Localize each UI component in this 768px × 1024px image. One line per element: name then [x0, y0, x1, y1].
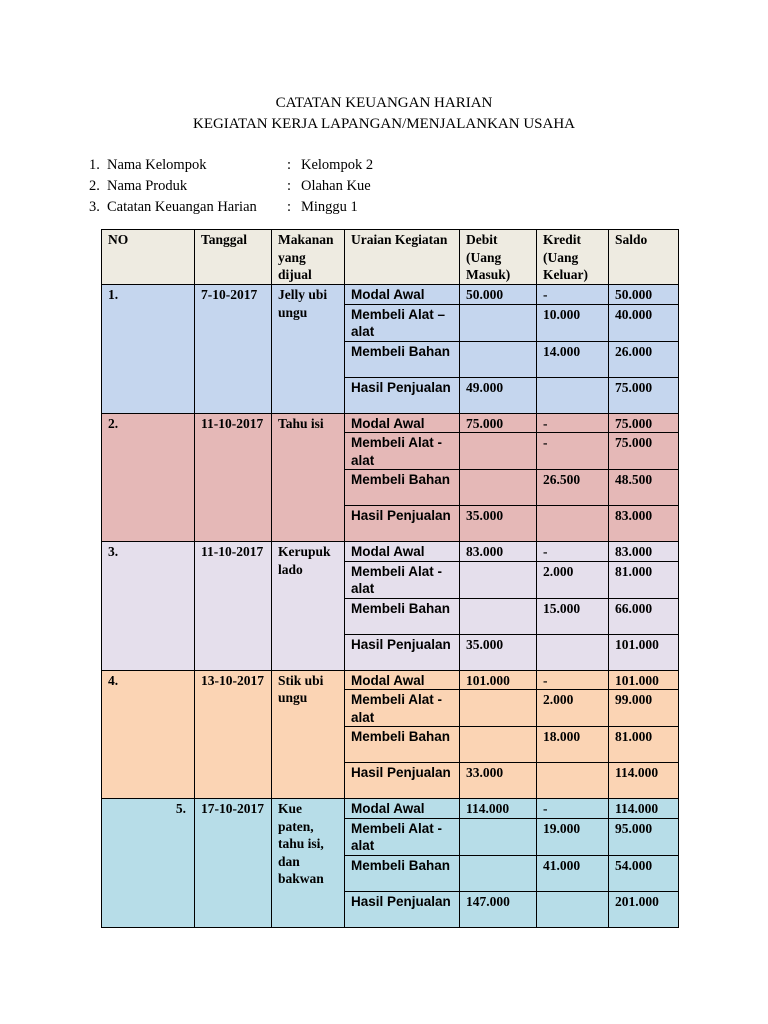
info-number: 3. — [89, 199, 100, 215]
cell-no: 5. — [102, 799, 195, 928]
cell-kredit — [537, 377, 609, 413]
cell-saldo: 114.000 — [609, 799, 679, 819]
cell-saldo: 48.500 — [609, 470, 679, 506]
cell-debit — [460, 470, 537, 506]
info-label: Catatan Keuangan Harian — [107, 199, 257, 215]
info-colon: : — [287, 178, 292, 194]
info-item-record — [89, 197, 373, 218]
cell-debit: 101.000 — [460, 670, 537, 690]
cell-kredit: 2.000 — [537, 561, 609, 598]
cell-kredit: - — [537, 542, 609, 562]
cell-date: 11-10-2017 — [195, 542, 272, 671]
cell-debit — [460, 341, 537, 377]
table-row — [102, 542, 679, 562]
info-colon: : — [287, 199, 292, 215]
cell-debit: 75.000 — [460, 413, 537, 433]
info-number: 1. — [89, 157, 100, 173]
info-value: Kelompok 2 — [301, 157, 374, 173]
cell-desc: Hasil Penjualan — [345, 763, 460, 799]
cell-debit — [460, 690, 537, 727]
info-colon: : — [287, 157, 292, 173]
document-subtitle: KEGIATAN KERJA LAPANGAN/MENJALANKAN USAHA — [192, 116, 575, 132]
cell-saldo: 50.000 — [609, 285, 679, 305]
cell-kredit: - — [537, 670, 609, 690]
cell-debit — [460, 561, 537, 598]
cell-desc: Hasil Penjualan — [345, 634, 460, 670]
header-debit: Debit (Uang Masuk) — [460, 230, 537, 285]
cell-saldo: 54.000 — [609, 855, 679, 891]
cell-food: Kue paten, tahu isi, dan bakwan — [272, 799, 345, 928]
info-value: Olahan Kue — [301, 178, 371, 194]
info-label: Nama Kelompok — [107, 157, 207, 173]
header-credit: Kredit (Uang Keluar) — [537, 230, 609, 285]
cell-debit: 50.000 — [460, 285, 537, 305]
cell-saldo: 75.000 — [609, 433, 679, 470]
cell-desc: Membeli Alat - alat — [345, 433, 460, 470]
header-no: NO — [102, 230, 195, 285]
cell-date: 13-10-2017 — [195, 670, 272, 799]
cell-desc: Hasil Penjualan — [345, 377, 460, 413]
cell-date: 17-10-2017 — [195, 799, 272, 928]
cell-food: Kerupuk lado — [272, 542, 345, 671]
cell-desc: Membeli Bahan — [345, 598, 460, 634]
table-row — [102, 285, 679, 305]
cell-debit: 114.000 — [460, 799, 537, 819]
cell-debit — [460, 304, 537, 341]
cell-no: 4. — [102, 670, 195, 799]
cell-kredit — [537, 634, 609, 670]
cell-kredit: 2.000 — [537, 690, 609, 727]
cell-saldo: 83.000 — [609, 506, 679, 542]
cell-saldo: 40.000 — [609, 304, 679, 341]
info-label: Nama Produk — [107, 178, 188, 194]
cell-no: 1. — [102, 285, 195, 414]
cell-food: Stik ubi ungu — [272, 670, 345, 799]
cell-saldo: 101.000 — [609, 634, 679, 670]
cell-kredit: 41.000 — [537, 855, 609, 891]
cell-date: 7-10-2017 — [195, 285, 272, 414]
cell-debit: 49.000 — [460, 377, 537, 413]
cell-debit: 83.000 — [460, 542, 537, 562]
cell-debit: 35.000 — [460, 634, 537, 670]
header-description: Uraian Kegiatan — [345, 230, 460, 285]
cell-kredit: 15.000 — [537, 598, 609, 634]
cell-desc: Modal Awal — [345, 285, 460, 305]
cell-kredit — [537, 891, 609, 927]
cell-kredit: - — [537, 413, 609, 433]
header-balance: Saldo — [609, 230, 679, 285]
cell-kredit — [537, 763, 609, 799]
cell-saldo: 26.000 — [609, 341, 679, 377]
cell-no: 3. — [102, 542, 195, 671]
cell-kredit: 19.000 — [537, 818, 609, 855]
cell-debit: 147.000 — [460, 891, 537, 927]
cell-desc: Membeli Alat - alat — [345, 818, 460, 855]
header-food: Makanan yang dijual — [272, 230, 345, 285]
cell-debit — [460, 433, 537, 470]
info-list — [89, 155, 373, 218]
cell-saldo: 83.000 — [609, 542, 679, 562]
cell-saldo: 81.000 — [609, 727, 679, 763]
cell-saldo: 75.000 — [609, 413, 679, 433]
cell-kredit: - — [537, 285, 609, 305]
cell-saldo: 201.000 — [609, 891, 679, 927]
table-row — [102, 413, 679, 433]
table-row — [102, 670, 679, 690]
cell-desc: Modal Awal — [345, 799, 460, 819]
cell-debit: 33.000 — [460, 763, 537, 799]
cell-kredit: 10.000 — [537, 304, 609, 341]
cell-desc: Modal Awal — [345, 542, 460, 562]
table-body — [102, 285, 679, 928]
cell-debit: 35.000 — [460, 506, 537, 542]
cell-saldo: 95.000 — [609, 818, 679, 855]
cell-desc: Membeli Bahan — [345, 727, 460, 763]
cell-debit — [460, 598, 537, 634]
cell-kredit — [537, 506, 609, 542]
cell-desc: Membeli Bahan — [345, 855, 460, 891]
cell-desc: Modal Awal — [345, 413, 460, 433]
cell-desc: Membeli Alat - alat — [345, 690, 460, 727]
table-row — [102, 799, 679, 819]
cell-kredit: 18.000 — [537, 727, 609, 763]
cell-desc: Hasil Penjualan — [345, 506, 460, 542]
cell-debit — [460, 855, 537, 891]
cell-kredit: - — [537, 433, 609, 470]
cell-saldo: 99.000 — [609, 690, 679, 727]
cell-food: Tahu isi — [272, 413, 345, 542]
cell-desc: Membeli Alat – alat — [345, 304, 460, 341]
document-title: CATATAN KEUANGAN HARIAN — [275, 95, 493, 111]
cell-kredit: 26.500 — [537, 470, 609, 506]
cell-desc: Membeli Bahan — [345, 341, 460, 377]
cell-food: Jelly ubi ungu — [272, 285, 345, 414]
info-item-product — [89, 176, 373, 197]
info-number: 2. — [89, 178, 100, 194]
cell-desc: Modal Awal — [345, 670, 460, 690]
cell-debit — [460, 818, 537, 855]
cell-desc: Membeli Bahan — [345, 470, 460, 506]
cell-saldo: 114.000 — [609, 763, 679, 799]
header-date: Tanggal — [195, 230, 272, 285]
cell-saldo: 101.000 — [609, 670, 679, 690]
table-header-row — [102, 230, 679, 285]
finance-table — [101, 229, 679, 928]
info-value: Minggu 1 — [301, 199, 358, 215]
cell-kredit: 14.000 — [537, 341, 609, 377]
cell-date: 11-10-2017 — [195, 413, 272, 542]
cell-debit — [460, 727, 537, 763]
cell-saldo: 81.000 — [609, 561, 679, 598]
cell-desc: Membeli Alat - alat — [345, 561, 460, 598]
cell-kredit: - — [537, 799, 609, 819]
cell-saldo: 75.000 — [609, 377, 679, 413]
cell-desc: Hasil Penjualan — [345, 891, 460, 927]
cell-saldo: 66.000 — [609, 598, 679, 634]
info-item-group — [89, 155, 373, 176]
cell-no: 2. — [102, 413, 195, 542]
